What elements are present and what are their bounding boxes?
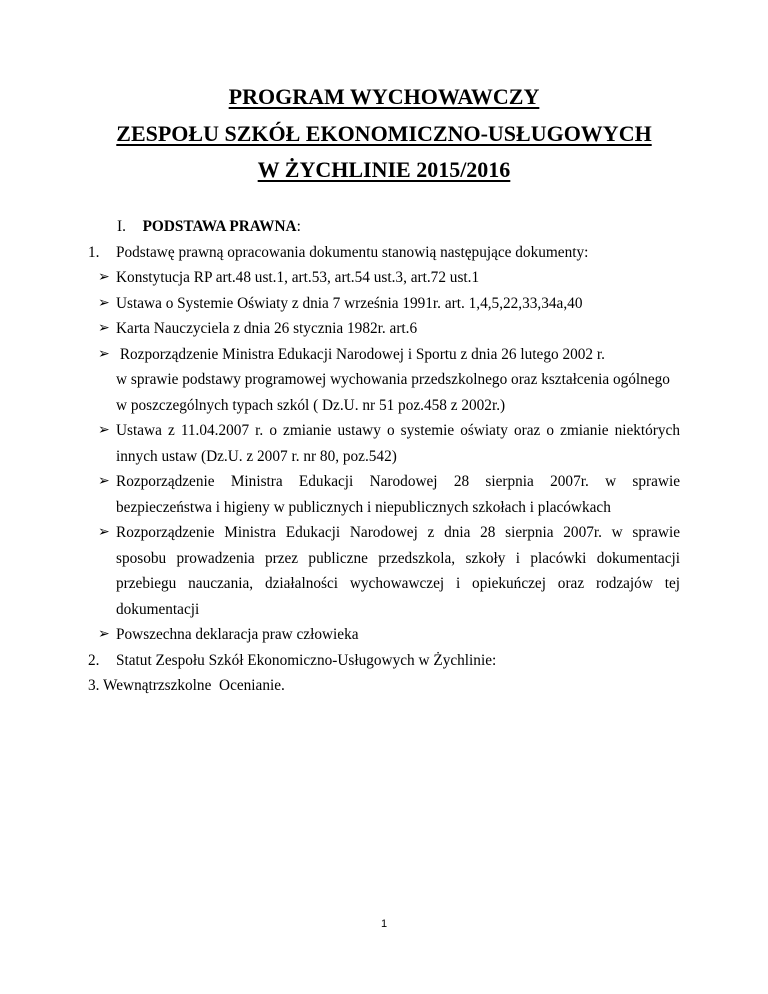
bullet-item-2: Ustawa o Systemie Oświaty z dnia 7 września 1991r. art. 1,4,5,22,33,34a,40 — [116, 295, 583, 312]
section-heading — [117, 218, 301, 236]
list-item-2: Statut Zespołu Szkół Ekonomiczno-Usługowych w Żychlinie: — [116, 652, 497, 669]
bullet-item-5-line-1: Ustawa z 11.04.2007 r. o zmianie ustawy o systemie oświaty oraz o zmianie niektórych — [116, 422, 680, 439]
bullet-item-7-line-2: sposobu prowadzenia przez publiczne przedszkola, szkoły i placówki dokumentacji — [116, 550, 680, 567]
document-title-line-1: PROGRAM WYCHOWAWCZY — [228, 84, 540, 109]
section-heading-colon: : — [296, 218, 301, 235]
bullet-item-3: Karta Nauczyciela z dnia 26 stycznia 1982r. art.6 — [116, 320, 418, 337]
bullet-item-7-line-4: dokumentacji — [116, 601, 200, 618]
list-item-3: 3. Wewnątrzszkolne Ocenianie. — [88, 677, 285, 694]
bullet-item-8: Powszechna deklaracja praw człowieka — [116, 626, 359, 643]
bullet-item-1: Konstytucja RP art.48 ust.1, art.53, art.54 ust.3, art.72 ust.1 — [116, 269, 480, 286]
bullet-arrow-icon: ➢ — [98, 321, 110, 336]
bullet-item-4-line-2: w sprawie podstawy programowej wychowania przedszkolnego oraz kształcenia ogólnego — [116, 371, 670, 388]
bullet-item-7-line-1: Rozporządzenie Ministra Edukacji Narodowej z dnia 28 sierpnia 2007r. w sprawie — [116, 524, 680, 541]
bullet-arrow-icon: ➢ — [98, 525, 110, 540]
document-title-line-3: W ŻYCHLINIE 2015/2016 — [257, 157, 511, 182]
bullet-arrow-icon: ➢ — [98, 474, 110, 489]
bullet-item-6-line-2: bezpieczeństwa i higieny w publicznych i niepublicznych szkołach i placówkach — [116, 499, 611, 516]
bullet-arrow-icon: ➢ — [98, 296, 110, 311]
section-numeral: I. — [117, 218, 126, 235]
bullet-item-6-line-1: Rozporządzenie Ministra Edukacji Narodowej 28 sierpnia 2007r. w sprawie — [116, 473, 680, 490]
bullet-item-4-line-1: Rozporządzenie Ministra Edukacji Narodowej i Sportu z dnia 26 lutego 2002 r. — [116, 346, 605, 363]
document-title-line-2: ZESPOŁU SZKÓŁ EKONOMICZNO-USŁUGOWYCH — [116, 121, 652, 146]
bullet-arrow-icon: ➢ — [98, 347, 110, 362]
bullet-arrow-icon: ➢ — [98, 627, 110, 642]
list-item-1: Podstawę prawną opracowania dokumentu stanowią następujące dokumenty: — [116, 244, 589, 261]
list-number-1: 1. — [88, 244, 100, 261]
list-number-2: 2. — [88, 652, 100, 669]
bullet-item-5-line-2: innych ustaw (Dz.U. z 2007 r. nr 80, poz.542) — [116, 448, 397, 465]
bullet-item-7-line-3: przebiegu nauczania, działalności wychowawczej i opiekuńczej oraz rodzajów tej — [116, 575, 680, 592]
bullet-arrow-icon: ➢ — [98, 270, 110, 285]
section-heading-text: PODSTAWA PRAWNA — [142, 218, 297, 235]
bullet-arrow-icon: ➢ — [98, 423, 110, 438]
bullet-item-4-line-3: w poszczególnych typach szkól ( Dz.U. nr 51 poz.458 z 2002r.) — [116, 397, 506, 414]
page-number: 1 — [380, 918, 388, 930]
